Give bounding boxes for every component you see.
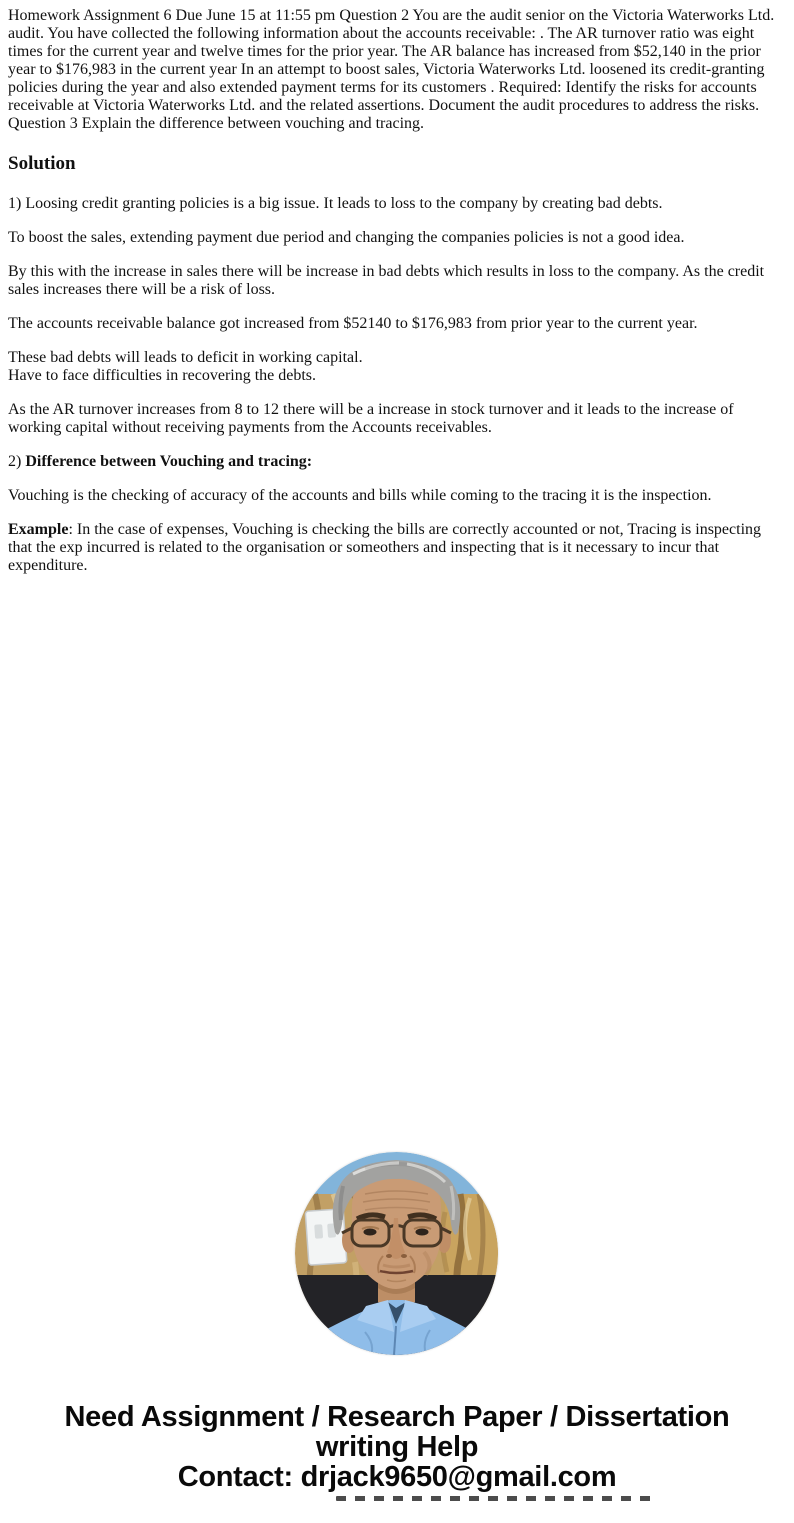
solution-heading: Solution [8,153,76,174]
solution-paragraph-5 [8,349,785,385]
document-body [0,0,794,575]
footer-contact-email: Contact: drjack9650@gmail.com [177,1461,617,1493]
solution-paragraph-8: Vouching is the checking of accuracy of the accounts and bills while coming to the tracing it is the inspection. [8,487,712,504]
footer-ad [0,1402,794,1492]
solution-paragraph-1: 1) Loosing credit granting policies is a big issue. It leads to loss to the company by creating bad debts. [8,195,663,212]
solution-paragraph-9 [8,521,785,575]
solution-paragraph-6: As the AR turnover increases from 8 to 12 there will be a increase in stock turnover and it leads to the increase of working capital without receiving payments from the Accounts receivables. [8,401,734,436]
solution-paragraph-4: The accounts receivable balance got increased from $52140 to $176,983 from prior year to the current year. [8,315,698,332]
tutor-avatar [295,1152,498,1355]
example-text: : In the case of expenses, Vouching is checking the bills are correctly accounted or not, Tracing is inspecting that the exp incurred is related to the organisation or someothers and inspecting that is it necessary to incur that expenditure. [8,521,762,574]
footer-line-1: Need Assignment / Research Paper / Dissertation [64,1401,730,1433]
solution-paragraph-2: To boost the sales, extending payment due period and changing the companies policies is not a good idea. [8,229,685,246]
vouching-tracing-subheading: Difference between Vouching and tracing: [25,453,313,470]
whited-out-text-artifact [336,1496,654,1501]
footer-line-2: writing Help [315,1431,479,1463]
solution-paragraph-5-line-1: These bad debts will leads to deficit in working capital. [8,349,363,366]
example-label: Example [8,521,69,538]
solution-paragraph-5-line-2: Have to face difficulties in recovering the debts. [8,367,317,384]
solution-paragraph-3: By this with the increase in sales there will be increase in bad debts which results in loss to the company. As the credit sales increases there will be a risk of loss. [8,263,765,298]
solution-paragraph-7 [8,453,785,471]
intro-paragraph: Homework Assignment 6 Due June 15 at 11:55 pm Question 2 You are the audit senior on the Victoria Waterworks Ltd. audit. You have collected the following information about the accounts receivable: . The AR turnover ratio was eight times for the current year and twelve times for the prior year. The AR balance has increased from $52,140 in the prior year to $176,983 in the current year In an attempt to boost sales, Victoria Waterworks Ltd. loosened its credit-granting policies during the year and also extended payment terms for its customers . Required: Identify the risks for accounts receivable at Victoria Waterworks Ltd. and the related assertions. Document the audit procedures to address the risks. Question 3 Explain the difference between vouching and tracing. [8,7,775,132]
solution-paragraph-7-number: 2) [8,453,26,470]
elderly-man-portrait-icon [295,1152,498,1355]
